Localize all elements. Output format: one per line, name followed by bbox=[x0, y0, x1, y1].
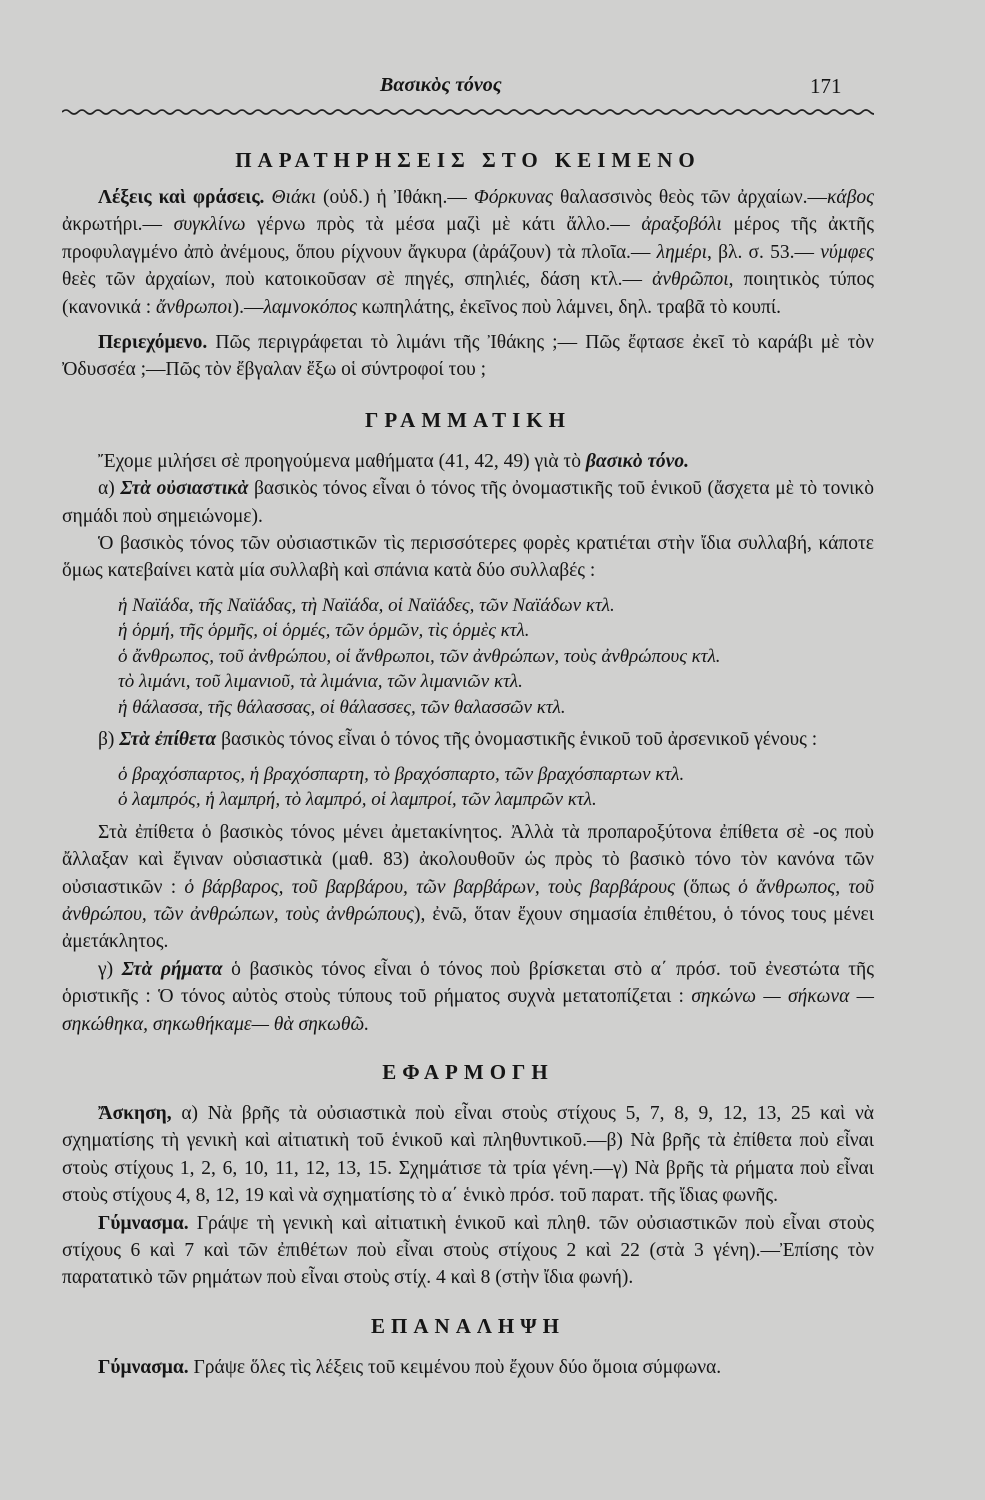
term: ἀνθρῶποι bbox=[652, 269, 729, 291]
term: ἄνθρωποι bbox=[156, 296, 233, 318]
grammar-a bbox=[62, 475, 874, 530]
grammar-b bbox=[62, 726, 874, 753]
gloss: (οὐδ.) ἡ Ἰθάκη.— bbox=[315, 187, 474, 208]
grammar-heading: ΓΡΑΜΜΑΤΙΚΗ bbox=[365, 407, 571, 432]
gloss: , ποιητικὸς τύπος (κανονικά : bbox=[62, 269, 874, 318]
example-line: ἡ Ναϊάδα, τῆς Ναϊάδας, τὴ Ναϊάδα, οἱ Ναϊάδες, τῶν Ναϊάδων κτλ. bbox=[118, 594, 615, 616]
gloss: ἀκρωτήρι.— bbox=[62, 214, 174, 236]
note-text: ), ἐνῶ, ὅταν ἔχουν σημασία ἐπιθέτου, ὁ τόνος τους μένει ἀμετάκλητος. bbox=[62, 904, 874, 953]
review-paragraph bbox=[62, 1354, 874, 1381]
grammar-intro-term: βασικὸ τόνο. bbox=[585, 450, 689, 472]
noun-examples bbox=[62, 593, 874, 721]
review-text: Γράψε ὅλες τὶς λέξεις τοῦ κειμένου ποὺ ἔχουν δύο ὅμοια σύμφωνα. bbox=[188, 1356, 722, 1378]
grammar-a-term: Στὰ οὐσιαστικὰ bbox=[120, 478, 249, 500]
adjective-examples bbox=[62, 762, 874, 813]
note-text: Στὰ ἐπίθετα ὁ βασικὸς τόνος μένει ἀμετακίνητος. Ἀλλὰ τὰ προπαροξύτονα ἐπίθετα σὲ -ος ποὺ ἄλλαξαν καὶ ἔγιναν οὐσιαστικὰ (μαθ. 83) ἀκολουθοῦν ὡς πρὸς τὸ βασικὸ τόνο τὸν κανόνα τῶν οὐσιαστικῶν : bbox=[62, 821, 874, 898]
grammar-c-label: γ) bbox=[98, 958, 122, 980]
grammar-a-text: βασικὸς τόνος εἶναι ὁ τόνος τῆς ὀνομαστικῆς τοῦ ἑνικοῦ (ἄσχετα μὲ τὸ τονικὸ σημάδι ποὺ σημειώνομε). bbox=[62, 478, 874, 527]
wavy-rule bbox=[62, 104, 874, 120]
gloss: θαλασσινὸς θεὸς τῶν ἀρχαίων.— bbox=[552, 187, 828, 208]
vocab-lead: Λέξεις καὶ φράσεις. bbox=[98, 187, 265, 208]
term: ἀραξοβόλι bbox=[641, 214, 722, 236]
content-questions: Πῶς περιγράφεται τὸ λιμάνι τῆς Ἰθάκης ;— Πῶς ἔφτασε ἐκεῖ τὸ καράβι μὲ τὸν Ὀδυσσέα ;—Πῶς τὸν ἔβγαλαν ἔξω οἱ σύντροφοί του ; bbox=[62, 332, 874, 381]
term: Θιάκι bbox=[271, 187, 316, 208]
page-number: 171 bbox=[810, 74, 842, 98]
application-heading: ΕΦΑΡΜΟΓΗ bbox=[382, 1060, 554, 1085]
exercise-paragraph bbox=[62, 1100, 874, 1210]
gloss: γέρνω πρὸς τὰ μέσα μαζὶ μὲ κάτι ἄλλο.— bbox=[245, 214, 642, 236]
drill-text: Γράψε τὴ γενικὴ καὶ αἰτιατικὴ ἑνικοῦ καὶ πληθ. τῶν οὐσιαστικῶν ποὺ εἶναι στοὺς στίχους 6 καὶ 7 καὶ τῶν ἐπιθέτων ποὺ εἶναι στοὺς στίχους 2 καὶ 22 (στὰ 3 γένη).—Ἐπίσης τὸν παρατατικὸ τῶν ρημάτων ποὺ εἶναι στοὺς στίχ. 4 καὶ 8 (στὴν ἴδια φωνή). bbox=[62, 1212, 874, 1289]
note-example: ὁ βάρβαρος, τοῦ βαρβάρου, τῶν βαρβάρων, τοὺς βαρβάρους bbox=[184, 876, 676, 898]
review-heading: ΕΠΑΝΑΛΗΨΗ bbox=[371, 1313, 565, 1338]
gloss: κωπηλάτης, ἐκεῖνος ποὺ λάμνει, δηλ. τραβᾶ τὸ κουπί. bbox=[356, 296, 781, 318]
grammar-c bbox=[62, 956, 874, 1038]
term: Φόρκυνας bbox=[473, 187, 553, 208]
note-example: ὁ ἄνθρωπος, τοῦ ἀνθρώπου, τῶν ἀνθρώπων, τοὺς ἀνθρώπους bbox=[62, 876, 874, 925]
grammar-c-text: ὁ βασικὸς τόνος εἶναι ὁ τόνος ποὺ βρίσκεται στὸ α΄ πρόσ. τοῦ ἐνεστώτα τῆς ὁριστικῆς : Ὁ τόνος αὐτὸς στοὺς τύπους τοῦ ρήματος συχνὰ μετατοπίζεται : bbox=[62, 958, 874, 1008]
term: κάβος bbox=[827, 187, 875, 208]
exercise-text: α) Νὰ βρῆς τὰ οὐσιαστικὰ ποὺ εἶναι στοὺς στίχους 5, 7, 8, 9, 12, 13, 25 καὶ νὰ σχηματίσης τὴ γενικὴ καὶ αἰτιατικὴ τοῦ ἑνικοῦ καὶ πληθυντικοῦ.—β) Νὰ βρῆς τὰ ἐπίθετα ποὺ εἶναι στοὺς στίχους 1, 2, 6, 10, 11, 12, 13, 15. Σχημάτισε τὰ τρία γένη.—γ) Νὰ βρῆς τὰ ρήματα ποὺ εἶναι στοὺς στίχους 4, 8, 12, 19 καὶ νὰ σχηματίσης τὸ α΄ ἑνικὸ πρόσ. τοῦ παρατ. τῆς ἴδιας φωνῆς. bbox=[62, 1103, 874, 1207]
grammar-a-label: α) bbox=[98, 478, 121, 500]
term: λαμνοκόπος bbox=[263, 296, 357, 318]
grammar-c-term: Στὰ ρήματα bbox=[121, 958, 223, 980]
running-title: Βασικὸς τόνος bbox=[380, 74, 502, 96]
term: συγκλίνω bbox=[173, 214, 246, 236]
term: νύμφες bbox=[820, 241, 874, 263]
content-paragraph bbox=[62, 329, 874, 384]
gloss: ).— bbox=[232, 296, 264, 318]
content-lead: Περιεχόμενο. bbox=[98, 332, 208, 354]
gloss: μέρος τῆς ἀκτῆς προφυλαγμένο ἀπὸ ἀνέμους, ὅπου ρίχνουν ἄγκυρα (ἀράζουν) τὰ πλοῖα.— bbox=[62, 214, 874, 263]
grammar-b-term: Στὰ ἐπίθετα bbox=[119, 729, 217, 751]
vocab-paragraph bbox=[62, 184, 874, 321]
review-lead: Γύμνασμα. bbox=[98, 1356, 189, 1378]
grammar-b-label: β) bbox=[98, 729, 120, 751]
example-line: ἡ ὁρμή, τῆς ὁρμῆς, οἱ ὁρμές, τῶν ὁρμῶν, τὶς ὁρμὲς κτλ. bbox=[118, 620, 530, 642]
drill-lead: Γύμνασμα. bbox=[98, 1212, 189, 1234]
page-content bbox=[62, 140, 874, 1381]
running-header bbox=[0, 66, 985, 106]
example-line: ὁ λαμπρός, ἡ λαμπρή, τὸ λαμπρό, οἱ λαμπροί, τῶν λαμπρῶν κτλ. bbox=[118, 789, 597, 811]
gloss: , βλ. σ. 53.— bbox=[707, 241, 821, 263]
note-text: (ὅπως bbox=[675, 876, 739, 898]
remarks-heading: ΠΑΡΑΤΗΡΗΣΕΙΣ ΣΤΟ ΚΕΙΜΕΝΟ bbox=[235, 148, 701, 172]
term: λημέρι bbox=[656, 241, 708, 263]
example-line: ὁ βραχόσπαρτος, ἡ βραχόσπαρτη, τὸ βραχόσπαρτο, τῶν βραχόσπαρτων κτλ. bbox=[118, 763, 685, 785]
drill-paragraph bbox=[62, 1210, 874, 1292]
grammar-intro-text: Ἔχομε μιλήσει σὲ προηγούμενα μαθήματα (41, 42, 49) γιὰ τὸ bbox=[98, 450, 586, 472]
example-line: ἡ θάλασσα, τῆς θάλασσας, οἱ θάλασσες, τῶν θαλασσῶν κτλ. bbox=[118, 696, 566, 718]
example-line: ὁ ἄνθρωπος, τοῦ ἀνθρώπου, οἱ ἄνθρωποι, τῶν ἀνθρώπων, τοὺς ἀνθρώπους κτλ. bbox=[118, 645, 721, 667]
grammar-intro bbox=[62, 448, 874, 475]
grammar-b-note bbox=[62, 819, 874, 956]
exercise-lead: Ἄσκηση, bbox=[98, 1103, 172, 1125]
grammar-b-text: βασικὸς τόνος εἶναι ὁ τόνος τῆς ὀνομαστικῆς ἑνικοῦ τοῦ ἀρσενικοῦ γένους : bbox=[216, 729, 818, 751]
grammar-c-example: σηκώνω — σήκωνα — σηκώθηκα, σηκωθήκαμε— θὰ σηκωθῶ. bbox=[62, 986, 874, 1035]
gloss: θεὲς τῶν ἀρχαίων, ποὺ κατοικοῦσαν σὲ πηγές, σπηλιές, δάση κτλ.— bbox=[62, 269, 653, 291]
example-line: τὸ λιμάνι, τοῦ λιμανιοῦ, τὰ λιμάνια, τῶν λιμανιῶν κτλ. bbox=[118, 671, 523, 693]
grammar-a-note: Ὁ βασικὸς τόνος τῶν οὐσιαστικῶν τὶς περισσότερες φορὲς κρατιέται στὴν ἴδια συλλαβή, κάποτε ὅμως κατεβαίνει κατὰ μία συλλαβὴ καὶ σπάνια κατὰ δύο συλλαβές : bbox=[62, 533, 874, 582]
